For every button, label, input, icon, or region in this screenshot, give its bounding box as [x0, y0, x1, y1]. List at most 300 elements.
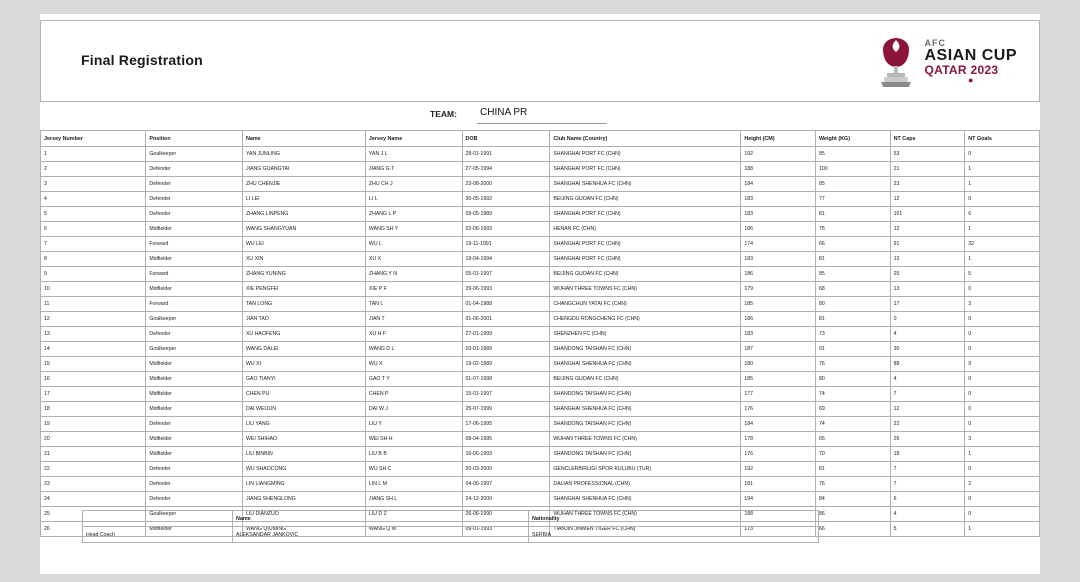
table-row — [41, 462, 1040, 477]
roster-column-header: NT Goals — [965, 131, 1040, 147]
roster-cell: 01-07-1998 — [462, 372, 550, 387]
roster-cell: 186 — [741, 267, 816, 282]
roster-cell: Defender — [146, 477, 243, 492]
roster-cell: 1 — [965, 447, 1040, 462]
roster-cell: 7 — [890, 477, 965, 492]
roster-cell: 25 — [890, 267, 965, 282]
team-name-value: CHINA PR — [480, 107, 528, 118]
roster-cell: SHANGHAI PORT FC (CHN) — [550, 237, 741, 252]
roster-cell: 0 — [965, 147, 1040, 162]
roster-cell: 01-06-2001 — [462, 312, 550, 327]
roster-cell: 20-03-2000 — [462, 462, 550, 477]
roster-cell: 88 — [890, 357, 965, 372]
roster-cell: YAN JUNLING — [242, 147, 365, 162]
roster-cell: BEIJING GUOAN FC (CHN) — [550, 372, 741, 387]
roster-cell: 25 — [41, 507, 146, 522]
roster-cell: 74 — [815, 417, 890, 432]
roster-cell: 76 — [815, 477, 890, 492]
roster-cell: Midfielder — [146, 357, 243, 372]
table-row — [41, 252, 1040, 267]
roster-cell: SHANDONG TAISHAN FC (CHN) — [550, 447, 741, 462]
roster-cell: 5 — [41, 207, 146, 222]
roster-cell: 178 — [741, 432, 816, 447]
table-row — [41, 162, 1040, 177]
roster-cell: 12 — [890, 192, 965, 207]
roster-cell: 27-05-1994 — [462, 162, 550, 177]
table-row — [41, 207, 1040, 222]
roster-cell: WU X — [365, 357, 462, 372]
roster-cell: ZHANG YUNING — [242, 267, 365, 282]
roster-cell: TAN LONG — [242, 297, 365, 312]
roster-cell: 84 — [815, 492, 890, 507]
roster-cell: 7 — [890, 462, 965, 477]
roster-cell: 09-05-1989 — [462, 207, 550, 222]
roster-cell: ZHANG Y N — [365, 267, 462, 282]
roster-cell: 186 — [741, 312, 816, 327]
roster-cell: 24-12-2000 — [462, 492, 550, 507]
roster-cell: 1 — [965, 252, 1040, 267]
roster-cell: TAN L — [365, 297, 462, 312]
roster-cell: 4 — [890, 327, 965, 342]
roster-cell: Midfielder — [146, 387, 243, 402]
roster-cell: WEI SHIHAO — [242, 432, 365, 447]
roster-cell: 70 — [815, 447, 890, 462]
roster-cell: 17-06-1995 — [462, 417, 550, 432]
roster-cell: SHANGHAI PORT FC (CHN) — [550, 147, 741, 162]
roster-cell: 13 — [41, 327, 146, 342]
roster-cell: 24 — [41, 492, 146, 507]
team-row — [40, 106, 1040, 126]
roster-cell: 18 — [41, 402, 146, 417]
roster-cell: 185 — [741, 372, 816, 387]
team-label: TEAM: — [430, 109, 457, 119]
roster-cell: WEI SH H — [365, 432, 462, 447]
roster-cell: LIU BINBIN — [242, 447, 365, 462]
roster-cell: ZHU CHENJIE — [242, 177, 365, 192]
roster-cell: Midfielder — [146, 522, 243, 537]
roster-cell: WUHAN THREE TOWNS FC (CHN) — [550, 507, 741, 522]
table-row — [41, 432, 1040, 447]
roster-cell: WU LEI — [242, 237, 365, 252]
table-row — [41, 147, 1040, 162]
roster-header-row — [41, 131, 1040, 147]
roster-cell: 01-04-1988 — [462, 297, 550, 312]
roster-cell: Defender — [146, 177, 243, 192]
roster-cell: Defender — [146, 417, 243, 432]
roster-cell: 08-04-1995 — [462, 432, 550, 447]
roster-cell: WANG SH Y — [365, 222, 462, 237]
roster-cell: 65 — [815, 432, 890, 447]
roster-cell: 3 — [41, 177, 146, 192]
roster-cell: CHANGCHUN YATAI FC (CHN) — [550, 297, 741, 312]
roster-cell: 18 — [890, 447, 965, 462]
roster-cell: SHENZHEN FC (CHN) — [550, 327, 741, 342]
logo-afc-text: AFC — [924, 38, 946, 48]
table-row — [41, 417, 1040, 432]
table-row — [41, 402, 1040, 417]
roster-cell: Goalkeeper — [146, 147, 243, 162]
roster-cell: Defender — [146, 207, 243, 222]
roster-cell: 85 — [815, 147, 890, 162]
roster-cell: 22 — [41, 462, 146, 477]
roster-cell: Defender — [146, 192, 243, 207]
roster-table — [40, 130, 1040, 537]
roster-cell: 0 — [965, 282, 1040, 297]
roster-cell: 22 — [890, 417, 965, 432]
table-row — [41, 297, 1040, 312]
table-row — [41, 312, 1040, 327]
roster-cell: XU H F — [365, 327, 462, 342]
roster-cell: 81 — [815, 252, 890, 267]
roster-cell: SHANGHAI SHENHUA FC (CHN) — [550, 357, 741, 372]
roster-cell: Goalkeeper — [146, 507, 243, 522]
roster-cell: 1 — [965, 177, 1040, 192]
roster-cell: 1 — [965, 162, 1040, 177]
roster-cell: WANG DALEI — [242, 342, 365, 357]
roster-cell: 187 — [741, 342, 816, 357]
roster-cell: 184 — [741, 177, 816, 192]
roster-cell: 194 — [741, 492, 816, 507]
roster-cell: 12 — [890, 402, 965, 417]
roster-column-header: Jersey Name — [365, 131, 462, 147]
staff-column-header: Name — [233, 511, 529, 527]
afc-asian-cup-logo — [876, 33, 1017, 91]
roster-cell: 0 — [965, 462, 1040, 477]
roster-cell: 0 — [965, 342, 1040, 357]
roster-cell: 13 — [890, 282, 965, 297]
roster-cell: Defender — [146, 492, 243, 507]
roster-cell: 0 — [965, 312, 1040, 327]
roster-cell: 68 — [815, 282, 890, 297]
roster-cell: LIU YANG — [242, 417, 365, 432]
roster-cell: WUHAN THREE TOWNS FC (CHN) — [550, 432, 741, 447]
roster-cell: XIE PENGFEI — [242, 282, 365, 297]
team-underline — [477, 123, 607, 124]
roster-cell: XIE P F — [365, 282, 462, 297]
roster-cell: 2 — [965, 477, 1040, 492]
roster-cell: 19-04-1994 — [462, 252, 550, 267]
roster-cell: 80 — [815, 297, 890, 312]
roster-cell: 75 — [815, 222, 890, 237]
roster-cell: 11 — [41, 297, 146, 312]
roster-cell: 100 — [815, 162, 890, 177]
staff-cell: SERBIA — [529, 527, 819, 543]
roster-cell: 186 — [741, 222, 816, 237]
roster-cell: 16-06-1993 — [462, 447, 550, 462]
roster-cell: DAI WEIJUN — [242, 402, 365, 417]
roster-cell: Forward — [146, 237, 243, 252]
roster-cell: 25-07-1999 — [462, 402, 550, 417]
staff-header-row — [83, 511, 819, 527]
table-row — [41, 477, 1040, 492]
roster-cell: 19-02-1989 — [462, 357, 550, 372]
roster-cell: 21 — [890, 162, 965, 177]
roster-cell: SHANDONG TAISHAN FC (CHN) — [550, 342, 741, 357]
roster-body — [41, 147, 1040, 537]
roster-column-header: Jersey Number — [41, 131, 146, 147]
roster-cell: 66 — [815, 522, 890, 537]
roster-column-header: DOB — [462, 131, 550, 147]
roster-cell: BEIJING GUOAN FC (CHN) — [550, 192, 741, 207]
roster-cell: WUHAN THREE TOWNS FC (CHN) — [550, 282, 741, 297]
table-row — [41, 492, 1040, 507]
roster-cell: 10-01-1989 — [462, 342, 550, 357]
roster-cell: 81 — [815, 462, 890, 477]
table-row — [41, 222, 1040, 237]
roster-cell: 05-01-1997 — [462, 267, 550, 282]
roster-cell: 26 — [41, 522, 146, 537]
roster-cell: 0 — [965, 192, 1040, 207]
roster-cell: 21 — [41, 447, 146, 462]
roster-cell: LIU D Z — [365, 507, 462, 522]
roster-cell: 1 — [965, 522, 1040, 537]
roster-cell: 183 — [741, 327, 816, 342]
roster-cell: 17 — [890, 297, 965, 312]
roster-cell: 6 — [41, 222, 146, 237]
roster-cell: Defender — [146, 162, 243, 177]
roster-cell: WU SHAOCONG — [242, 462, 365, 477]
roster-cell: Defender — [146, 462, 243, 477]
staff-row — [83, 527, 819, 543]
table-row — [41, 237, 1040, 252]
page-title: Final Registration — [81, 52, 203, 68]
document-header — [40, 20, 1040, 102]
roster-cell: Midfielder — [146, 432, 243, 447]
roster-cell: 15-01-1997 — [462, 387, 550, 402]
roster-cell: 15 — [41, 357, 146, 372]
roster-cell: 179 — [741, 282, 816, 297]
roster-cell: 12 — [41, 312, 146, 327]
roster-cell: 77 — [815, 192, 890, 207]
table-row — [41, 267, 1040, 282]
roster-cell: 04-06-1997 — [462, 477, 550, 492]
table-row — [41, 192, 1040, 207]
roster-cell: 85 — [815, 267, 890, 282]
staff-column-header — [83, 511, 233, 527]
roster-cell: 20 — [41, 432, 146, 447]
roster-cell: Goalkeeper — [146, 312, 243, 327]
roster-cell: 0 — [965, 417, 1040, 432]
table-row — [41, 357, 1040, 372]
roster-cell: ZHANG LINPENG — [242, 207, 365, 222]
roster-cell: 23 — [41, 477, 146, 492]
table-row — [41, 372, 1040, 387]
roster-cell: 10 — [41, 282, 146, 297]
roster-cell: Midfielder — [146, 282, 243, 297]
roster-cell: JIAN TAO — [242, 312, 365, 327]
roster-cell: 185 — [741, 297, 816, 312]
roster-cell: SHANDONG TAISHAN FC (CHN) — [550, 417, 741, 432]
roster-cell: 85 — [815, 177, 890, 192]
roster-cell: 188 — [741, 507, 816, 522]
logo-asian-cup-text: ASIAN CUP — [924, 47, 1017, 64]
roster-cell: 80 — [815, 372, 890, 387]
roster-cell: 0 — [965, 387, 1040, 402]
roster-cell: JIANG SH L — [365, 492, 462, 507]
table-row — [41, 327, 1040, 342]
roster-cell: HENAN FC (CHN) — [550, 222, 741, 237]
staff-cell: ALEKSANDAR JANKOVIC — [233, 527, 529, 543]
roster-cell: 76 — [815, 357, 890, 372]
roster-cell: XU XIN — [242, 252, 365, 267]
roster-cell: 3 — [965, 297, 1040, 312]
roster-cell: 26-06-1990 — [462, 507, 550, 522]
roster-cell: 86 — [815, 507, 890, 522]
roster-cell: Forward — [146, 297, 243, 312]
roster-cell: 23 — [890, 177, 965, 192]
roster-cell: LIU B B — [365, 447, 462, 462]
roster-cell: 17 — [41, 387, 146, 402]
roster-cell: 91 — [815, 342, 890, 357]
roster-cell: JIAN T — [365, 312, 462, 327]
roster-column-header: Position — [146, 131, 243, 147]
roster-cell: SHANGHAI SHENHUA FC (CHN) — [550, 402, 741, 417]
roster-cell: 176 — [741, 447, 816, 462]
roster-cell: Midfielder — [146, 372, 243, 387]
roster-cell: 8 — [41, 252, 146, 267]
roster-cell: JIANG GUANGTAI — [242, 162, 365, 177]
roster-cell: WANG SHANGYUAN — [242, 222, 365, 237]
roster-cell: WANG D L — [365, 342, 462, 357]
table-row — [41, 282, 1040, 297]
roster-cell: 180 — [741, 357, 816, 372]
roster-cell: 183 — [741, 207, 816, 222]
roster-cell: 181 — [741, 477, 816, 492]
roster-cell: JIANG G T — [365, 162, 462, 177]
roster-cell: 192 — [741, 147, 816, 162]
roster-cell: Goalkeeper — [146, 342, 243, 357]
roster-cell: 69 — [815, 402, 890, 417]
roster-cell: 6 — [965, 207, 1040, 222]
roster-cell: LIU Y — [365, 417, 462, 432]
roster-cell: 29-06-1993 — [462, 282, 550, 297]
logo-wordmark — [924, 39, 1017, 85]
roster-cell: 4 — [41, 192, 146, 207]
roster-cell: 3 — [965, 432, 1040, 447]
roster-cell: 66 — [815, 237, 890, 252]
roster-cell: 188 — [741, 162, 816, 177]
roster-cell: 73 — [815, 327, 890, 342]
roster-cell: 32 — [965, 237, 1040, 252]
roster-cell: XU HAOFENG — [242, 327, 365, 342]
roster-cell: 0 — [890, 312, 965, 327]
roster-cell: SHANGHAI PORT FC (CHN) — [550, 207, 741, 222]
roster-cell: 173 — [741, 522, 816, 537]
roster-cell: SHANGHAI PORT FC (CHN) — [550, 162, 741, 177]
logo-qatar-text: QATAR 2023 — [924, 63, 999, 77]
roster-column-header: NT Caps — [890, 131, 965, 147]
roster-cell: WANG Q M — [365, 522, 462, 537]
roster-cell: CHENGDU RONGCHENG FC (CHN) — [550, 312, 741, 327]
roster-cell: 53 — [890, 147, 965, 162]
staff-table — [82, 510, 819, 543]
roster-cell: Defender — [146, 327, 243, 342]
roster-column-header: Weight (KG) — [815, 131, 890, 147]
roster-cell: 81 — [815, 207, 890, 222]
roster-cell: 9 — [965, 357, 1040, 372]
roster-cell: 1 — [965, 222, 1040, 237]
table-row — [41, 387, 1040, 402]
roster-cell: 91 — [890, 237, 965, 252]
roster-cell: 16 — [41, 372, 146, 387]
roster-column-header: Height (CM) — [741, 131, 816, 147]
roster-cell: 176 — [741, 402, 816, 417]
roster-cell: 1 — [41, 147, 146, 162]
roster-cell: 5 — [890, 522, 965, 537]
roster-cell: 4 — [890, 372, 965, 387]
document-sheet — [40, 14, 1040, 574]
roster-cell: GAO T Y — [365, 372, 462, 387]
roster-cell: 5 — [965, 267, 1040, 282]
roster-cell: 177 — [741, 387, 816, 402]
roster-cell: SHANGHAI SHENHUA FC (CHN) — [550, 177, 741, 192]
roster-cell: 0 — [965, 372, 1040, 387]
trophy-icon — [876, 36, 916, 88]
roster-cell: 27-01-1999 — [462, 327, 550, 342]
roster-cell: ZHU CH J — [365, 177, 462, 192]
roster-cell: 183 — [741, 252, 816, 267]
roster-cell: Midfielder — [146, 402, 243, 417]
roster-cell: 23-08-2000 — [462, 177, 550, 192]
roster-cell: 183 — [741, 192, 816, 207]
table-row — [41, 342, 1040, 357]
roster-cell: 174 — [741, 237, 816, 252]
roster-cell: 13 — [890, 252, 965, 267]
roster-cell: LI LEI — [242, 192, 365, 207]
roster-cell: ZHANG L P — [365, 207, 462, 222]
roster-cell: 7 — [41, 237, 146, 252]
roster-cell: 74 — [815, 387, 890, 402]
table-row — [41, 447, 1040, 462]
roster-cell: SHANGHAI PORT FC (CHN) — [550, 252, 741, 267]
roster-cell: 4 — [890, 507, 965, 522]
roster-column-header: Name — [242, 131, 365, 147]
roster-cell: 12 — [890, 222, 965, 237]
roster-cell: 0 — [965, 507, 1040, 522]
roster-cell: WANG QIUMING — [242, 522, 365, 537]
roster-cell: 101 — [890, 207, 965, 222]
roster-cell: 184 — [741, 417, 816, 432]
roster-cell: DALIAN PROFESSIONAL (CHN) — [550, 477, 741, 492]
roster-cell: 0 — [965, 492, 1040, 507]
roster-cell: LIN LIANGMING — [242, 477, 365, 492]
roster-cell: JIANG SHENGLONG — [242, 492, 365, 507]
roster-cell: 14 — [41, 342, 146, 357]
roster-cell: GAO TIANYI — [242, 372, 365, 387]
roster-cell: WU SH C — [365, 462, 462, 477]
roster-column-header: Club Name (Country) — [550, 131, 741, 147]
roster-cell: 19 — [41, 417, 146, 432]
roster-cell: 30-05-1992 — [462, 192, 550, 207]
roster-cell: GENCLERBIRLIGI SPOR KULUBU (TUR) — [550, 462, 741, 477]
roster-cell: 0 — [965, 402, 1040, 417]
roster-cell: CHEN P — [365, 387, 462, 402]
staff-cell: Head Coach — [83, 527, 233, 543]
roster-cell: YAN J L — [365, 147, 462, 162]
roster-cell: 2 — [41, 162, 146, 177]
roster-cell: LIN L M — [365, 477, 462, 492]
staff-body — [83, 527, 819, 543]
roster-cell: 09-01-1993 — [462, 522, 550, 537]
roster-cell: 0 — [965, 327, 1040, 342]
roster-cell: SHANDONG TAISHAN FC (CHN) — [550, 387, 741, 402]
roster-cell: 26 — [890, 432, 965, 447]
roster-cell: 7 — [890, 387, 965, 402]
roster-cell: Midfielder — [146, 222, 243, 237]
roster-cell: 6 — [890, 492, 965, 507]
roster-cell: Forward — [146, 267, 243, 282]
table-row — [41, 177, 1040, 192]
